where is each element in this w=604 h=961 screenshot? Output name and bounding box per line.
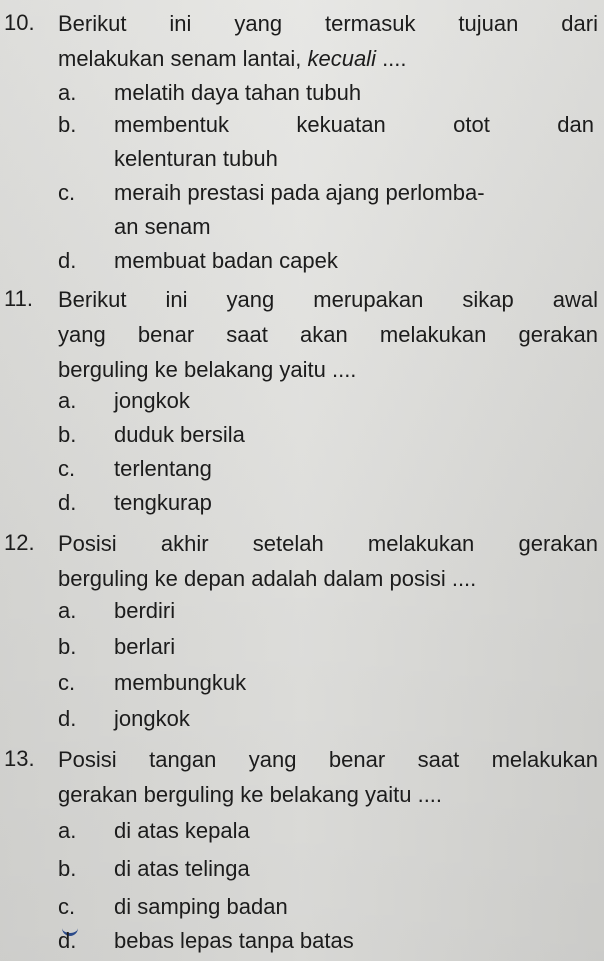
option-text: tengkurap [114, 490, 212, 515]
question-line: yang benar saat akan melakukan gerakan [58, 322, 598, 347]
option-letter: a. [58, 818, 77, 843]
option-text: membuat badan capek [114, 248, 338, 273]
question-number: 12. [4, 530, 35, 555]
question-line: melakukan senam lantai, kecuali .... [58, 46, 407, 71]
question-text [58, 742, 598, 812]
option-letter: b. [58, 856, 77, 881]
option-text: duduk bersila [114, 422, 245, 447]
option-text: jongkok [114, 706, 190, 731]
question-text [58, 6, 598, 76]
option-letter: d. [58, 928, 77, 953]
question-text [58, 282, 598, 387]
option-text: di atas telinga [114, 856, 250, 881]
option-letter: a. [58, 598, 77, 623]
option-11a [58, 384, 594, 418]
option-text: membentuk kekuatan otot dan [114, 112, 594, 137]
option-13b [58, 852, 594, 886]
option-12d [58, 702, 594, 736]
question-line: Berikut ini yang merupakan sikap awal [58, 287, 598, 312]
question-text [58, 526, 598, 596]
option-13a [58, 814, 594, 848]
option-letter: d. [58, 490, 77, 515]
question-number: 13. [4, 746, 35, 771]
emphasis-word: kecuali [307, 46, 376, 71]
option-12c [58, 666, 594, 700]
question-line: berguling ke depan adalah dalam posisi .... [58, 566, 477, 591]
option-letter: c. [58, 670, 76, 695]
question-number: 10. [4, 10, 35, 35]
option-10b [58, 108, 594, 176]
question-line: berguling ke belakang yaitu .... [58, 357, 357, 382]
option-text: melatih daya tahan tubuh [114, 80, 362, 105]
option-text: bebas lepas tanpa batas [114, 928, 354, 953]
option-text: kelenturan tubuh [114, 146, 278, 171]
option-text: berlari [114, 634, 176, 659]
option-text: an senam [114, 214, 211, 239]
option-text: terlentang [114, 456, 212, 481]
option-letter: b. [58, 422, 77, 447]
question-number: 11. [4, 286, 33, 311]
option-letter: c. [58, 180, 76, 205]
option-11b [58, 418, 594, 452]
option-11d [58, 486, 594, 520]
option-text: meraih prestasi pada ajang perlomba- [114, 180, 485, 205]
option-letter: c. [58, 894, 76, 919]
option-letter: c. [58, 456, 76, 481]
option-13c [58, 890, 594, 924]
option-letter: d. [58, 706, 77, 731]
question-line: Posisi akhir setelah melakukan gerakan [58, 531, 598, 556]
option-12a [58, 594, 594, 628]
option-letter: a. [58, 388, 77, 413]
option-text: di atas kepala [114, 818, 250, 843]
option-10d [58, 244, 594, 278]
option-letter: b. [58, 634, 77, 659]
option-letter: d. [58, 248, 77, 273]
question-line: Berikut ini yang termasuk tujuan dari [58, 11, 598, 36]
option-letter: b. [58, 112, 77, 137]
option-12b [58, 630, 594, 664]
option-11c [58, 452, 594, 486]
option-text: di samping badan [114, 894, 288, 919]
option-letter: a. [58, 80, 77, 105]
option-10c [58, 176, 594, 244]
question-line: gerakan berguling ke belakang yaitu .... [58, 782, 443, 807]
option-text: membungkuk [114, 670, 247, 695]
question-line: Posisi tangan yang benar saat melakukan [58, 747, 598, 772]
option-10a [58, 76, 594, 110]
option-13d [58, 924, 594, 958]
option-text: jongkok [114, 388, 190, 413]
option-text: berdiri [114, 598, 176, 623]
